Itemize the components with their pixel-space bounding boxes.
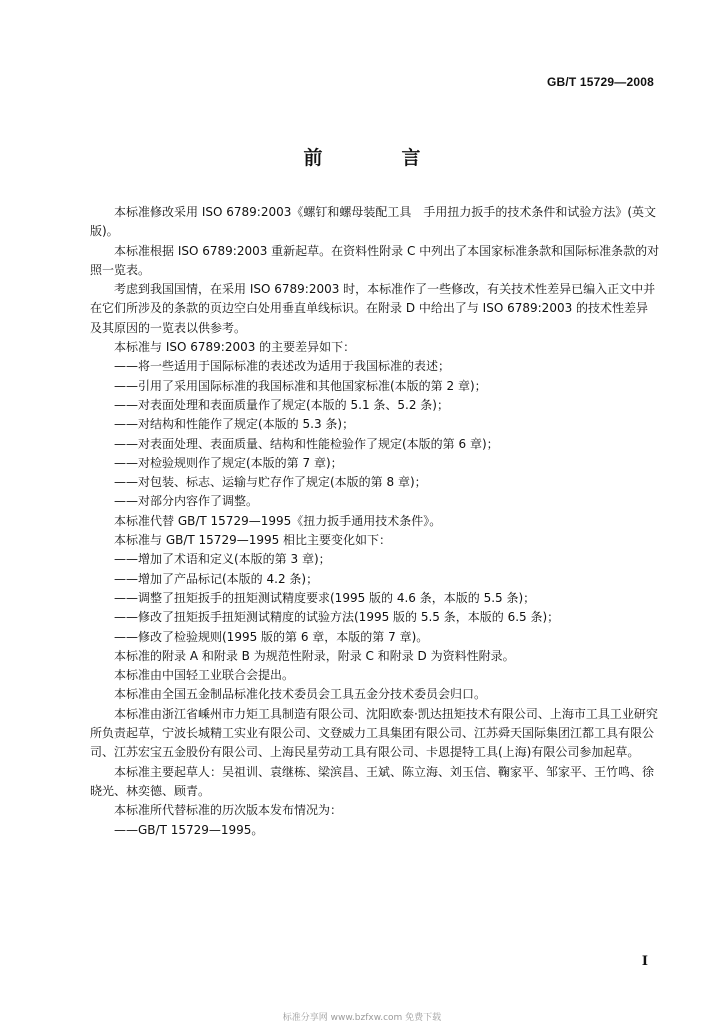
- paragraph: 本标准由浙江省嵊州市力矩工具制造有限公司、沈阳欧泰·凯达扭矩技术有限公司、上海市工具工业研究所负责起草，宁波长城精工实业有限公司、文登威力工具集团有限公司、江苏舜天国际集团江都工具有限公司、江苏宏宝五金股份有限公司、上海民星劳动工具有限公司、卡恩提特工具(上海)有限公司参加起草。: [90, 706, 658, 760]
- list-item: ——对表面处理、表面质量、结构和性能检验作了规定(本版的第 6 章)；: [114, 436, 499, 451]
- list-item: ——增加了产品标记(本版的 4.2 条)；: [114, 571, 319, 586]
- list-item: ——修改了检验规则(1995 版的第 6 章，本版的第 7 章)。: [114, 629, 429, 644]
- paragraph: 本标准代替 GB/T 15729—1995《扭力扳手通用技术条件》。: [114, 513, 442, 528]
- paragraph: 本标准由中国轻工业联合会提出。: [114, 668, 295, 683]
- paragraph: 本标准与 GB/T 15729—1995 相比主要变化如下：: [114, 533, 392, 548]
- list-item: ——GB/T 15729—1995。: [114, 822, 264, 837]
- paragraph: 本标准所代替标准的历次版本发布情况为：: [114, 803, 343, 818]
- paragraph: 本标准根据 ISO 6789:2003 重新起草。在资料性附录 C 中列出了本国家标准条款和国际标准条款的对照一览表。: [90, 243, 660, 277]
- list-item: ——将一些适用于国际标准的表述改为适用于我国标准的表述；: [114, 359, 451, 374]
- list-item: ——对表面处理和表面质量作了规定(本版的 5.1 条、5.2 条)；: [114, 397, 449, 412]
- paragraph: 本标准的附录 A 和附录 B 为规范性附录，附录 C 和附录 D 为资料性附录。: [114, 648, 515, 663]
- list-item: ——调整了扭矩扳手的扭矩测试精度要求(1995 版的 4.6 条，本版的 5.5 条)；: [114, 590, 536, 605]
- list-item: ——对部分内容作了调整。: [114, 494, 259, 509]
- page-title: 前 言: [303, 147, 451, 169]
- preface-body: [90, 203, 660, 840]
- paragraph: 本标准由全国五金制品标准化技术委员会工具五金分技术委员会归口。: [114, 687, 487, 702]
- paragraph: 本标准主要起草人：吴祖训、袁继栋、梁滨昌、王斌、陈立海、刘玉信、鞠家平、邹家平、王竹鸣、徐晓光、林奕德、顾青。: [90, 764, 655, 798]
- page-number: I: [641, 954, 648, 969]
- list-item: ——修改了扭矩扳手扭矩测试精度的试验方法(1995 版的 5.5 条，本版的 6.5 条)；: [114, 610, 560, 625]
- paragraph: 本标准修改采用 ISO 6789:2003《螺钉和螺母装配工具 手用扭力扳手的技术条件和试验方法》(英文版)。: [90, 205, 657, 239]
- paragraph: 考虑到我国国情，在采用 ISO 6789:2003 时，本标准作了一些修改，有关技术性差异已编入正文中并在它们所涉及的条款的页边空白处用垂直单线标识。在附录 D 中给出了与 ISO 6789:2003 的技术性差异及其原因的一览表以供参考。: [90, 282, 656, 335]
- watermark-text: 标准分享网 www.bzfxw.com 免费下载: [282, 1013, 442, 1023]
- list-item: ——对包装、标志、运输与贮存作了规定(本版的第 8 章)；: [114, 475, 427, 490]
- list-item: ——引用了采用国际标准的我国标准和其他国家标准(本版的第 2 章)；: [114, 378, 487, 393]
- list-item: ——增加了术语和定义(本版的第 3 章)；: [114, 552, 331, 567]
- standard-code: GB/T 15729—2008: [546, 75, 654, 89]
- list-item: ——对检验规则作了规定(本版的第 7 章)；: [114, 455, 343, 470]
- paragraph: 本标准与 ISO 6789:2003 的主要差异如下：: [114, 340, 356, 355]
- list-item: ——对结构和性能作了规定(本版的 5.3 条)；: [114, 417, 355, 432]
